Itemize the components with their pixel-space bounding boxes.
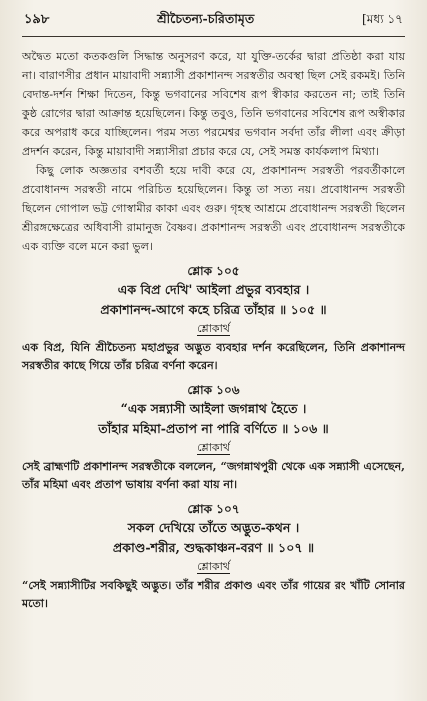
verse-translation: এক বিপ্র, যিনি শ্রীচৈতন্য মহাপ্রভুর অদ্ভুত ব্যবহার দর্শন করেছিলেন, তিনি প্রকাশানন্দ সরস্বতীর কাছে গিয়ে তাঁর চরিত্র বর্ণনা করেন।: [22, 341, 405, 372]
translation-heading-text: শ্লোকার্থ: [197, 560, 230, 573]
page-number: ১৯৮: [24, 12, 50, 27]
page-content: [22, 37, 405, 613]
purport-paragraph: অদ্বৈত মতো কতকগুলি সিদ্ধান্ত অনুসরণ করে, যা যুক্তি-তর্কের দ্বারা প্রতিষ্ঠা করা যায় না। বারাণসীর প্রধান মায়াবাদী সন্ন্যাসী প্রকাশানন্দ সরস্বতীর অবস্থা ছিল সেই রকমই। তিনি বেদান্ত-দর্শন শিক্ষা দিতেন, কিন্তু ভগবানের সবিশেষ রূপ স্বীকার করতেন না; তাই তিনি কুষ্ঠ রোগের দ্বারা আক্রান্ত হয়েছিলেন। কিন্তু তবুও, তিনি ভগবানের সবিশেষ রূপ অস্বীকার করে অপরাধ করে যাচ্ছিলেন। পরম সত্য পরমেশ্বর ভগবান সর্বদা তাঁর লীলা এবং ক্রীড়া প্রদর্শন করেন, কিন্তু মায়াবাদী সন্ন্যাসীরা প্রচার করে যে, সেই সমস্ত কার্যকলাপ মিথ্যা।: [22, 50, 405, 158]
verse-heading: শ্লোক ১০৭: [187, 502, 240, 516]
verse-translation: সেই ব্রাহ্মণটি প্রকাশানন্দ সরস্বতীকে বললেন, “জগন্নাথপুরী থেকে এক সন্ন্যাসী এসেছেন, তাঁর মহিমা এবং প্রতাপ ভাষায় বর্ণনা করা যায় না।: [22, 460, 405, 491]
verse-heading: শ্লোক ১০৫: [187, 264, 240, 278]
verse-translation: “সেই সন্ন্যাসীটির সবকিছুই অদ্ভুত। তাঁর শরীর প্রকাণ্ড এবং তাঁর গায়ের রং খাঁটি সোনার মতো।: [22, 579, 405, 610]
verse-line: “এক সন্ন্যাসী আইলা জগন্নাথ হৈতে ।: [120, 401, 307, 416]
verse-line: সকল দেখিয়ে তাঁতে অদ্ভুত-কথন ।: [127, 520, 300, 535]
translation-heading: [22, 320, 405, 337]
section-label: [মধ্য ১৭: [362, 12, 403, 26]
verse-line: প্রকাশানন্দ-আগে কহে চরিত্র তাঁহার ॥ ১০৫ ॥: [100, 302, 327, 317]
translation-heading: [22, 439, 405, 456]
translation-heading-text: শ্লোকার্থ: [197, 322, 230, 335]
verse-line: প্রকাণ্ড-শরীর, শুদ্ধকাঞ্চন-বরণ ॥ ১০৭ ॥: [112, 540, 315, 555]
translation-heading-text: শ্লোকার্থ: [197, 441, 230, 454]
page-header: [22, 10, 405, 37]
book-title: শ্রীচৈতন্য-চরিতামৃত: [157, 11, 255, 26]
verse-heading: শ্লোক ১০৬: [187, 383, 240, 397]
purport-paragraph: কিছু লোক অজ্ঞতার বশবর্তী হয়ে দাবী করে যে, প্রকাশানন্দ সরস্বতী পরবর্তীকালে প্রবোধানন্দ সরস্বতী নামে পরিচিত হয়েছিলেন। কিন্তু তা সত্য নয়। প্রবোধানন্দ সরস্বতী ছিলেন গোপাল ভট্ট গোস্বামীর কাকা এবং গুরু। গৃহস্থ আশ্রমে প্রবোধানন্দ সরস্বতী ছিলেন শ্রীরঙ্গক্ষেত্রের অধিবাসী রামানুজ বৈষ্ণব। প্রকাশানন্দ সরস্বতী এবং প্রবোধানন্দ সরস্বতীকে এক ব্যক্তি বলে মনে করা ভুল।: [22, 164, 405, 253]
verse-line: এক বিপ্র দেখি' আইলা প্রভুর ব্যবহার ।: [117, 282, 310, 297]
translation-heading: [22, 558, 405, 575]
verse-line: তাঁহার মহিমা-প্রতাপ না পারি বর্ণিতে ॥ ১০৬ ॥: [98, 421, 329, 436]
